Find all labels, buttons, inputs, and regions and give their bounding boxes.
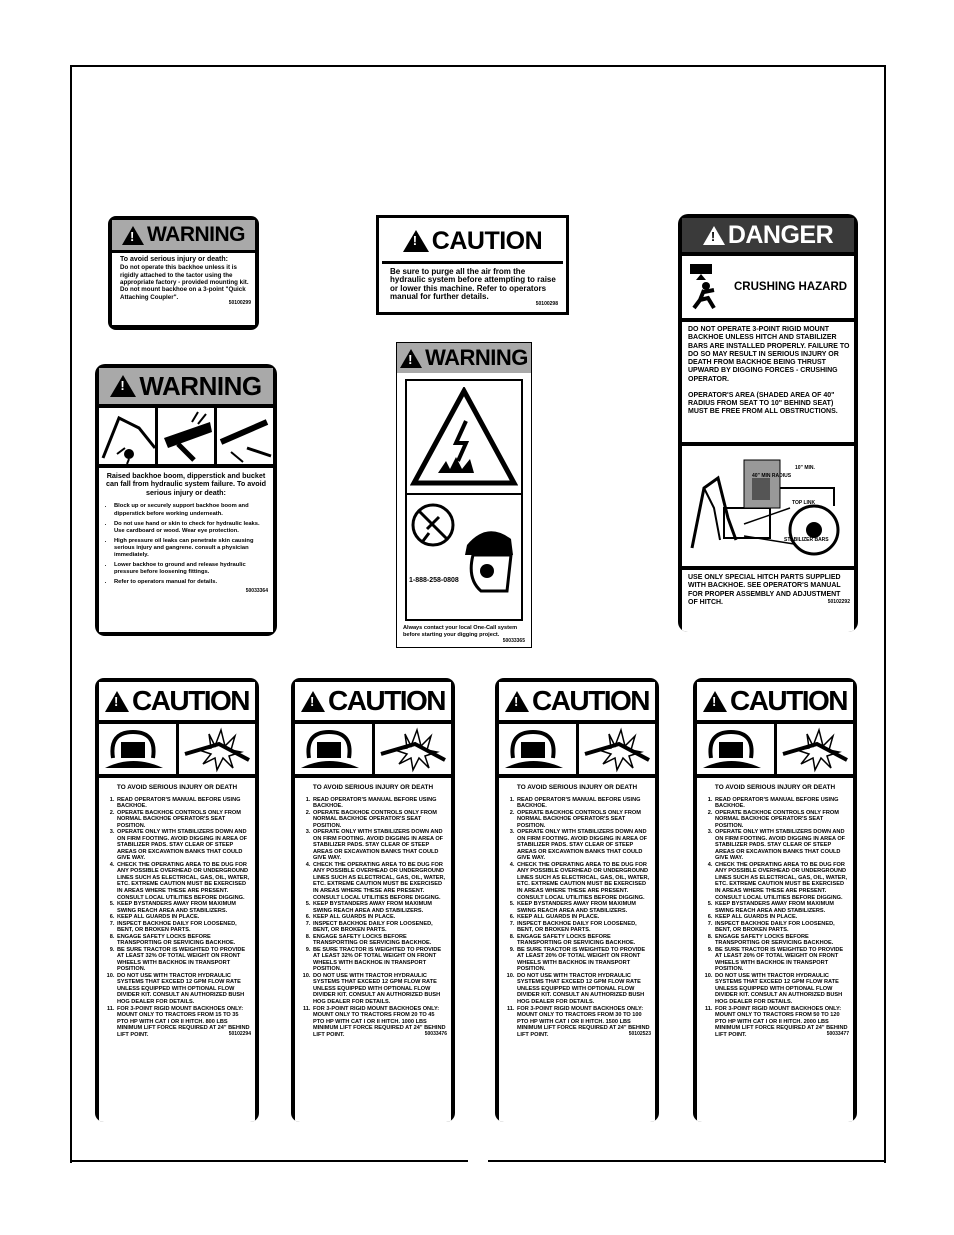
warning-body [112, 253, 255, 325]
list-item: 1. READ OPERATOR'S MANUAL BEFORE USING BACKHOE. [116, 797, 251, 810]
list-item: 5. KEEP BYSTANDERS AWAY FROM MAXIMUM SWING REACH AREA AND STABILIZERS. [312, 901, 447, 914]
caution-list [103, 797, 251, 1039]
list-item: 6. KEEP ALL GUARDS IN PLACE. [312, 914, 447, 921]
caution-subhead: TO AVOID SERIOUS INJURY OR DEATH [714, 784, 836, 791]
caution-triangle-icon [403, 230, 429, 252]
no-dig-helmet-icon [407, 495, 521, 617]
warning-dig-pictograms [405, 379, 523, 621]
warning-lead: Raised backhoe boom, dipperstick and bucket can fall from hydraulic system failure. To avoid serious injury or death: [105, 471, 267, 497]
list-item: 4. CHECK THE OPERATING AREA TO BE DUG FOR ANY POSSIBLE OVERHEAD OR UNDERGROUND LINES SUCH AS ELECTRICAL, GAS, OIL, WATER, ETC. EXTREME CAUTION MUST BE EXERCISED IN AREAS WHERE THESE ARE PRESENT. CONSULT LOCAL UTILITIES BEFORE DIGGING. [714, 862, 849, 901]
backhoe-hitch-diagram [684, 448, 852, 564]
warning-coupler-decal [108, 216, 259, 330]
warning-text: Always contact your local One-Call system before starting your digging project. [403, 625, 518, 638]
caution-operation-decal [693, 678, 857, 1122]
list-item: 8. ENGAGE SAFETY LOCKS BEFORE TRANSPORTING OR SERVICING BACKHOE. [312, 934, 447, 947]
caution-header: ! CAUTION [382, 221, 563, 264]
caution-text: Be sure to purge all the air from the hydraulic system before attempting to raise or lower this machine. Refer to operators manual for further details. [390, 267, 556, 302]
part-number: 50102523 [628, 1031, 651, 1038]
caution-header: ! CAUTION [295, 682, 451, 720]
footer-rule-right [488, 1160, 884, 1162]
list-item: 4. CHECK THE OPERATING AREA TO BE DUG FOR ANY POSSIBLE OVERHEAD OR UNDERGROUND LINES SUCH AS ELECTRICAL, GAS, OIL, WATER, ETC. EXTREME CAUTION MUST BE EXERCISED IN AREAS WHERE THESE ARE PRESENT. CONSULT LOCAL UTILITIES BEFORE DIGGING. [312, 862, 447, 901]
list-item: • Lower backhoe to ground and release hydraulic pressure before loosening fittings. [114, 562, 268, 576]
caution-body [499, 778, 655, 1122]
caution-list [503, 797, 651, 1039]
list-item: 6. KEEP ALL GUARDS IN PLACE. [516, 914, 651, 921]
part-number: 50033477 [826, 1031, 849, 1038]
caution-purge-decal [376, 215, 569, 315]
danger-footer-panel [682, 570, 854, 632]
caution-triangle-icon [105, 691, 129, 712]
line-strike-explosion-icon [179, 724, 256, 774]
warning-text: Do not operate this backhoe unless it is rigidly attached to the tactor using the appropriate factory - provided mounting kit. Do not mount backhoe on a 3-point "Quick Attaching Coupler". [120, 264, 249, 301]
part-number: 50102294 [228, 1031, 251, 1038]
operator-seat-icon [697, 724, 774, 774]
warning-pictograms [99, 408, 273, 464]
danger-header: ! DANGER [682, 218, 854, 252]
operator-seat-icon [499, 724, 576, 774]
line-strike-explosion-icon [375, 724, 452, 774]
crushing-person-icon [688, 262, 738, 312]
list-item: 3. OPERATE ONLY WITH STABILIZERS DOWN AND ON FIRM FOOTING. AVOID DIGGING IN AREA OF STABILIZER PADS. STAY CLEAR OF STEEP AREAS OR EXCAVATION BANKS THAT COULD GIVE WAY. [312, 829, 447, 862]
list-item: 6. KEEP ALL GUARDS IN PLACE. [116, 914, 251, 921]
list-item: 9. BE SURE TRACTOR IS WEIGHTED TO PROVIDE AT LEAST 20% OF TOTAL WEIGHT ON FRONT WHEELS WITH BACKHOE IN TRANSPORT POSITION. [516, 947, 651, 973]
list-item: 10. DO NOT USE WITH TRACTOR HYDRAULIC SYSTEMS THAT EXCEED 12 GPM FLOW RATE UNLESS EQUIPPED WITH OPTIONAL FLOW DIVIDER KIT. CONSULT AN AUTHORIZED BUSH HOG DEALER FOR DETAILS. [714, 973, 849, 1006]
part-number: 50033364 [245, 588, 268, 595]
operator-seat-icon [99, 724, 176, 774]
hazard-label: CRUSHING HAZARD [734, 281, 848, 293]
line-strike-explosion-icon [777, 724, 854, 774]
list-item: 4. CHECK THE OPERATING AREA TO BE DUG FOR ANY POSSIBLE OVERHEAD OR UNDERGROUND LINES SUCH AS ELECTRICAL, GAS, OIL, WATER, ETC. EXTREME CAUTION MUST BE EXERCISED IN AREAS WHERE THESE ARE PRESENT. CONSULT LOCAL UTILITIES BEFORE DIGGING. [516, 862, 651, 901]
list-item: 3. OPERATE ONLY WITH STABILIZERS DOWN AND ON FIRM FOOTING. AVOID DIGGING IN AREA OF STABILIZER PADS. STAY CLEAR OF STEEP AREAS OR EXCAVATION BANKS THAT COULD GIVE WAY. [516, 829, 651, 862]
operator-seat-icon [295, 724, 372, 774]
list-item: 3. OPERATE ONLY WITH STABILIZERS DOWN AND ON FIRM FOOTING. AVOID DIGGING IN AREA OF STABILIZER PADS. STAY CLEAR OF STEEP AREAS OR EXCAVATION BANKS THAT COULD GIVE WAY. [116, 829, 251, 862]
warning-triangle-icon [110, 375, 136, 397]
caution-body [295, 778, 451, 1122]
list-item: 10. DO NOT USE WITH TRACTOR HYDRAULIC SYSTEMS THAT EXCEED 12 GPM FLOW RATE UNLESS EQUIPPED WITH OPTIONAL FLOW DIVIDER KIT. CONSULT AN AUTHORIZED BUSH HOG DEALER FOR DETAILS. [516, 973, 651, 1006]
list-item: 2. OPERATE BACKHOE CONTROLS ONLY FROM NORMAL BACKHOE OPERATOR'S SEAT POSITION. [116, 810, 251, 830]
fitting-leak-icon [217, 408, 273, 464]
list-item: • Block up or securely support backhoe boom and dipperstick before working underneath. [114, 503, 268, 517]
caution-subhead: TO AVOID SERIOUS INJURY OR DEATH [116, 784, 238, 791]
list-item: 1. READ OPERATOR'S MANUAL BEFORE USING BACKHOE. [516, 797, 651, 810]
part-number: 50100299 [228, 299, 251, 306]
list-item: 4. CHECK THE OPERATING AREA TO BE DUG FOR ANY POSSIBLE OVERHEAD OR UNDERGROUND LINES SUCH AS ELECTRICAL, GAS, OIL, WATER, ETC. EXTREME CAUTION MUST BE EXERCISED IN AREAS WHERE THESE ARE PRESENT. CONSULT LOCAL UTILITIES BEFORE DIGGING. [116, 862, 251, 901]
warning-bullets [104, 503, 268, 586]
list-item: 2. OPERATE BACKHOE CONTROLS ONLY FROM NORMAL BACKHOE OPERATOR'S SEAT POSITION. [516, 810, 651, 830]
list-item: 2. OPERATE BACKHOE CONTROLS ONLY FROM NORMAL BACKHOE OPERATOR'S SEAT POSITION. [714, 810, 849, 830]
warning-header: ! WARNING [112, 220, 255, 250]
warning-header: ! WARNING [99, 368, 273, 404]
caution-pictograms [295, 724, 451, 774]
caution-triangle-icon [703, 691, 727, 712]
list-item: • High pressure oil leaks can penetrate skin causing serious injury and gangrene. consult a physician immediately. [114, 538, 268, 559]
danger-hazard-panel [682, 256, 854, 318]
part-number: 50033365 [502, 638, 525, 645]
caution-subhead: TO AVOID SERIOUS INJURY OR DEATH [516, 784, 638, 791]
list-item: 11. FOR 3-POINT RIGID MOUNT BACKHOES ONLY: MOUNT ONLY TO TRACTORS FROM 15 TO 35 PTO HP WITH CAT I OR II HITCH. 800 LBS MINIMUM LIFT FORCE REQUIRED AT 24" BEHIND LIFT POINT. [116, 1006, 251, 1039]
part-number: 50100298 [535, 300, 558, 307]
list-item: 7. INSPECT BACKHOE DAILY FOR LOOSENED, BENT, OR BROKEN PARTS. [312, 921, 447, 934]
list-item: 1. READ OPERATOR'S MANUAL BEFORE USING BACKHOE. [714, 797, 849, 810]
warning-lead: To avoid serious injury or death: [120, 256, 228, 263]
list-item: 8. ENGAGE SAFETY LOCKS BEFORE TRANSPORTING OR SERVICING BACKHOE. [516, 934, 651, 947]
list-item: 1. READ OPERATOR'S MANUAL BEFORE USING BACKHOE. [312, 797, 447, 810]
danger-footer-text: USE ONLY SPECIAL HITCH PARTS SUPPLIED WITH BACKHOE. SEE OPERATOR'S MANUAL FOR PROPER ASSEMBLY AND ADJUSTMENT OF HITCH. [688, 574, 841, 606]
danger-text-panel [682, 322, 854, 442]
list-item: 10. DO NOT USE WITH TRACTOR HYDRAULIC SYSTEMS THAT EXCEED 12 GPM FLOW RATE UNLESS EQUIPPED WITH OPTIONAL FLOW DIVIDER KIT. CONSULT AN AUTHORIZED BUSH HOG DEALER FOR DETAILS. [116, 973, 251, 1006]
hand-injection-icon [158, 408, 214, 464]
list-item: 8. ENGAGE SAFETY LOCKS BEFORE TRANSPORTING OR SERVICING BACKHOE. [714, 934, 849, 947]
one-call-phone: 1-888-258-0808 [409, 577, 459, 584]
caution-header: ! CAUTION [499, 682, 655, 720]
list-item: 7. INSPECT BACKHOE DAILY FOR LOOSENED, BENT, OR BROKEN PARTS. [116, 921, 251, 934]
caution-subhead: TO AVOID SERIOUS INJURY OR DEATH [312, 784, 434, 791]
warning-dig-footer [397, 621, 531, 644]
diagram-label-radius: 40" MIN RADIUS [752, 473, 792, 479]
caution-triangle-icon [301, 691, 325, 712]
list-item: 5. KEEP BYSTANDERS AWAY FROM MAXIMUM SWING REACH AREA AND STABILIZERS. [714, 901, 849, 914]
list-item: 11. FOR 3-POINT RIGID MOUNT BACKHOES ONLY: MOUNT ONLY TO TRACTORS FROM 50 TO 120 PTO HP WITH CAT I OR II HITCH. 2000 LBS MINIMUM LIFT FORCE REQUIRED AT 24" BEHIND LIFT POINT. [714, 1006, 849, 1039]
diagram-label-stabilizer: STABILIZER BARS [784, 537, 829, 543]
caution-operation-decal [291, 678, 455, 1122]
danger-diagram-panel [682, 446, 854, 566]
caution-operation-decal [95, 678, 259, 1122]
diagram-label-10min: 10" MIN. [795, 465, 815, 471]
caution-list [701, 797, 849, 1039]
caution-body [99, 778, 255, 1122]
warning-body [99, 468, 273, 632]
list-item: 6. KEEP ALL GUARDS IN PLACE. [714, 914, 849, 921]
line-strike-explosion-icon [579, 724, 656, 774]
list-item: 5. KEEP BYSTANDERS AWAY FROM MAXIMUM SWING REACH AREA AND STABILIZERS. [516, 901, 651, 914]
list-item: 10. DO NOT USE WITH TRACTOR HYDRAULIC SYSTEMS THAT EXCEED 12 GPM FLOW RATE UNLESS EQUIPPED WITH OPTIONAL FLOW DIVIDER KIT. CONSULT AN AUTHORIZED BUSH HOG DEALER FOR DETAILS. [312, 973, 447, 1006]
caution-body [382, 264, 563, 307]
list-item: 11. FOR 3-POINT RIGID MOUNT BACKHOES ONLY: MOUNT ONLY TO TRACTORS FROM 30 TO 100 PTO HP WITH CAT I OR II HITCH. 1500 LBS MINIMUM LIFT FORCE REQUIRED AT 24" BEHIND LIFT POINT. [516, 1006, 651, 1039]
caution-operation-decal [495, 678, 659, 1122]
list-item: 9. BE SURE TRACTOR IS WEIGHTED TO PROVIDE AT LEAST 20% OF TOTAL WEIGHT ON FRONT WHEELS WITH BACKHOE IN TRANSPORT POSITION. [714, 947, 849, 973]
warning-triangle-icon [122, 226, 144, 245]
caution-header: ! CAUTION [697, 682, 853, 720]
list-item: 7. INSPECT BACKHOE DAILY FOR LOOSENED, BENT, OR BROKEN PARTS. [714, 921, 849, 934]
part-number: 50102292 [827, 599, 850, 605]
caution-pictograms [99, 724, 255, 774]
warning-dig-decal [396, 342, 532, 648]
warning-header: ! WARNING [397, 343, 531, 373]
danger-triangle-icon [703, 226, 725, 245]
warning-triangle-icon [400, 349, 422, 368]
caution-pictograms [697, 724, 853, 774]
list-item: 3. OPERATE ONLY WITH STABILIZERS DOWN AND ON FIRM FOOTING. AVOID DIGGING IN AREA OF STABILIZER PADS. STAY CLEAR OF STEEP AREAS OR EXCAVATION BANKS THAT COULD GIVE WAY. [714, 829, 849, 862]
list-item: 9. BE SURE TRACTOR IS WEIGHTED TO PROVIDE AT LEAST 32% OF TOTAL WEIGHT ON FRONT WHEELS WITH BACKHOE IN TRANSPORT POSITION. [116, 947, 251, 973]
list-item: • Refer to operators manual for details. [114, 579, 268, 586]
caution-triangle-icon [505, 691, 529, 712]
caution-body [697, 778, 853, 1122]
diagram-label-top-link: TOP LINK [792, 500, 816, 506]
list-item: 7. INSPECT BACKHOE DAILY FOR LOOSENED, BENT, OR BROKEN PARTS. [516, 921, 651, 934]
caution-list [299, 797, 447, 1039]
danger-text: DO NOT OPERATE 3-POINT RIGID MOUNT BACKHOE UNLESS HITCH AND STABILIZER BARS ARE INSTALLED PROPERLY. FAILURE TO DO SO MAY RESULT IN SERIOUS INJURY OR DEATH FROM BACKHOE BEING THRUST UPWARD BY DIGGING FORCES - CRUSHING OPERATOR. [688, 326, 850, 383]
warning-boom-decal [95, 364, 277, 636]
list-item: 9. BE SURE TRACTOR IS WEIGHTED TO PROVIDE AT LEAST 32% OF TOTAL WEIGHT ON FRONT WHEELS WITH BACKHOE IN TRANSPORT POSITION. [312, 947, 447, 973]
danger-crush-decal [678, 214, 858, 632]
electric-explosion-icon [407, 381, 521, 495]
boom-fall-icon [99, 408, 155, 464]
caution-header: ! CAUTION [99, 682, 255, 720]
caution-pictograms [499, 724, 655, 774]
list-item: • Do not use hand or skin to check for hydraulic leaks. Use cardboard or wood. Wear eye protection. [114, 521, 268, 535]
list-item: 11. FOR 3-POINT RIGID MOUNT BACKHOES ONLY: MOUNT ONLY TO TRACTORS FROM 20 TO 45 PTO HP WITH CAT I OR II HITCH. 1000 LBS MINIMUM LIFT FORCE REQUIRED AT 24" BEHIND LIFT POINT. [312, 1006, 447, 1039]
list-item: 2. OPERATE BACKHOE CONTROLS ONLY FROM NORMAL BACKHOE OPERATOR'S SEAT POSITION. [312, 810, 447, 830]
list-item: 8. ENGAGE SAFETY LOCKS BEFORE TRANSPORTING OR SERVICING BACKHOE. [116, 934, 251, 947]
danger-text-2: OPERATOR'S AREA (SHADED AREA OF 40" RADIUS FROM SEAT TO 10" BEHIND SEAT) MUST BE FREE FROM ALL OBSTRUCTIONS. [688, 391, 838, 416]
part-number: 50033476 [424, 1031, 447, 1038]
footer-rule-left [70, 1160, 468, 1162]
list-item: 5. KEEP BYSTANDERS AWAY FROM MAXIMUM SWING REACH AREA AND STABILIZERS. [116, 901, 251, 914]
